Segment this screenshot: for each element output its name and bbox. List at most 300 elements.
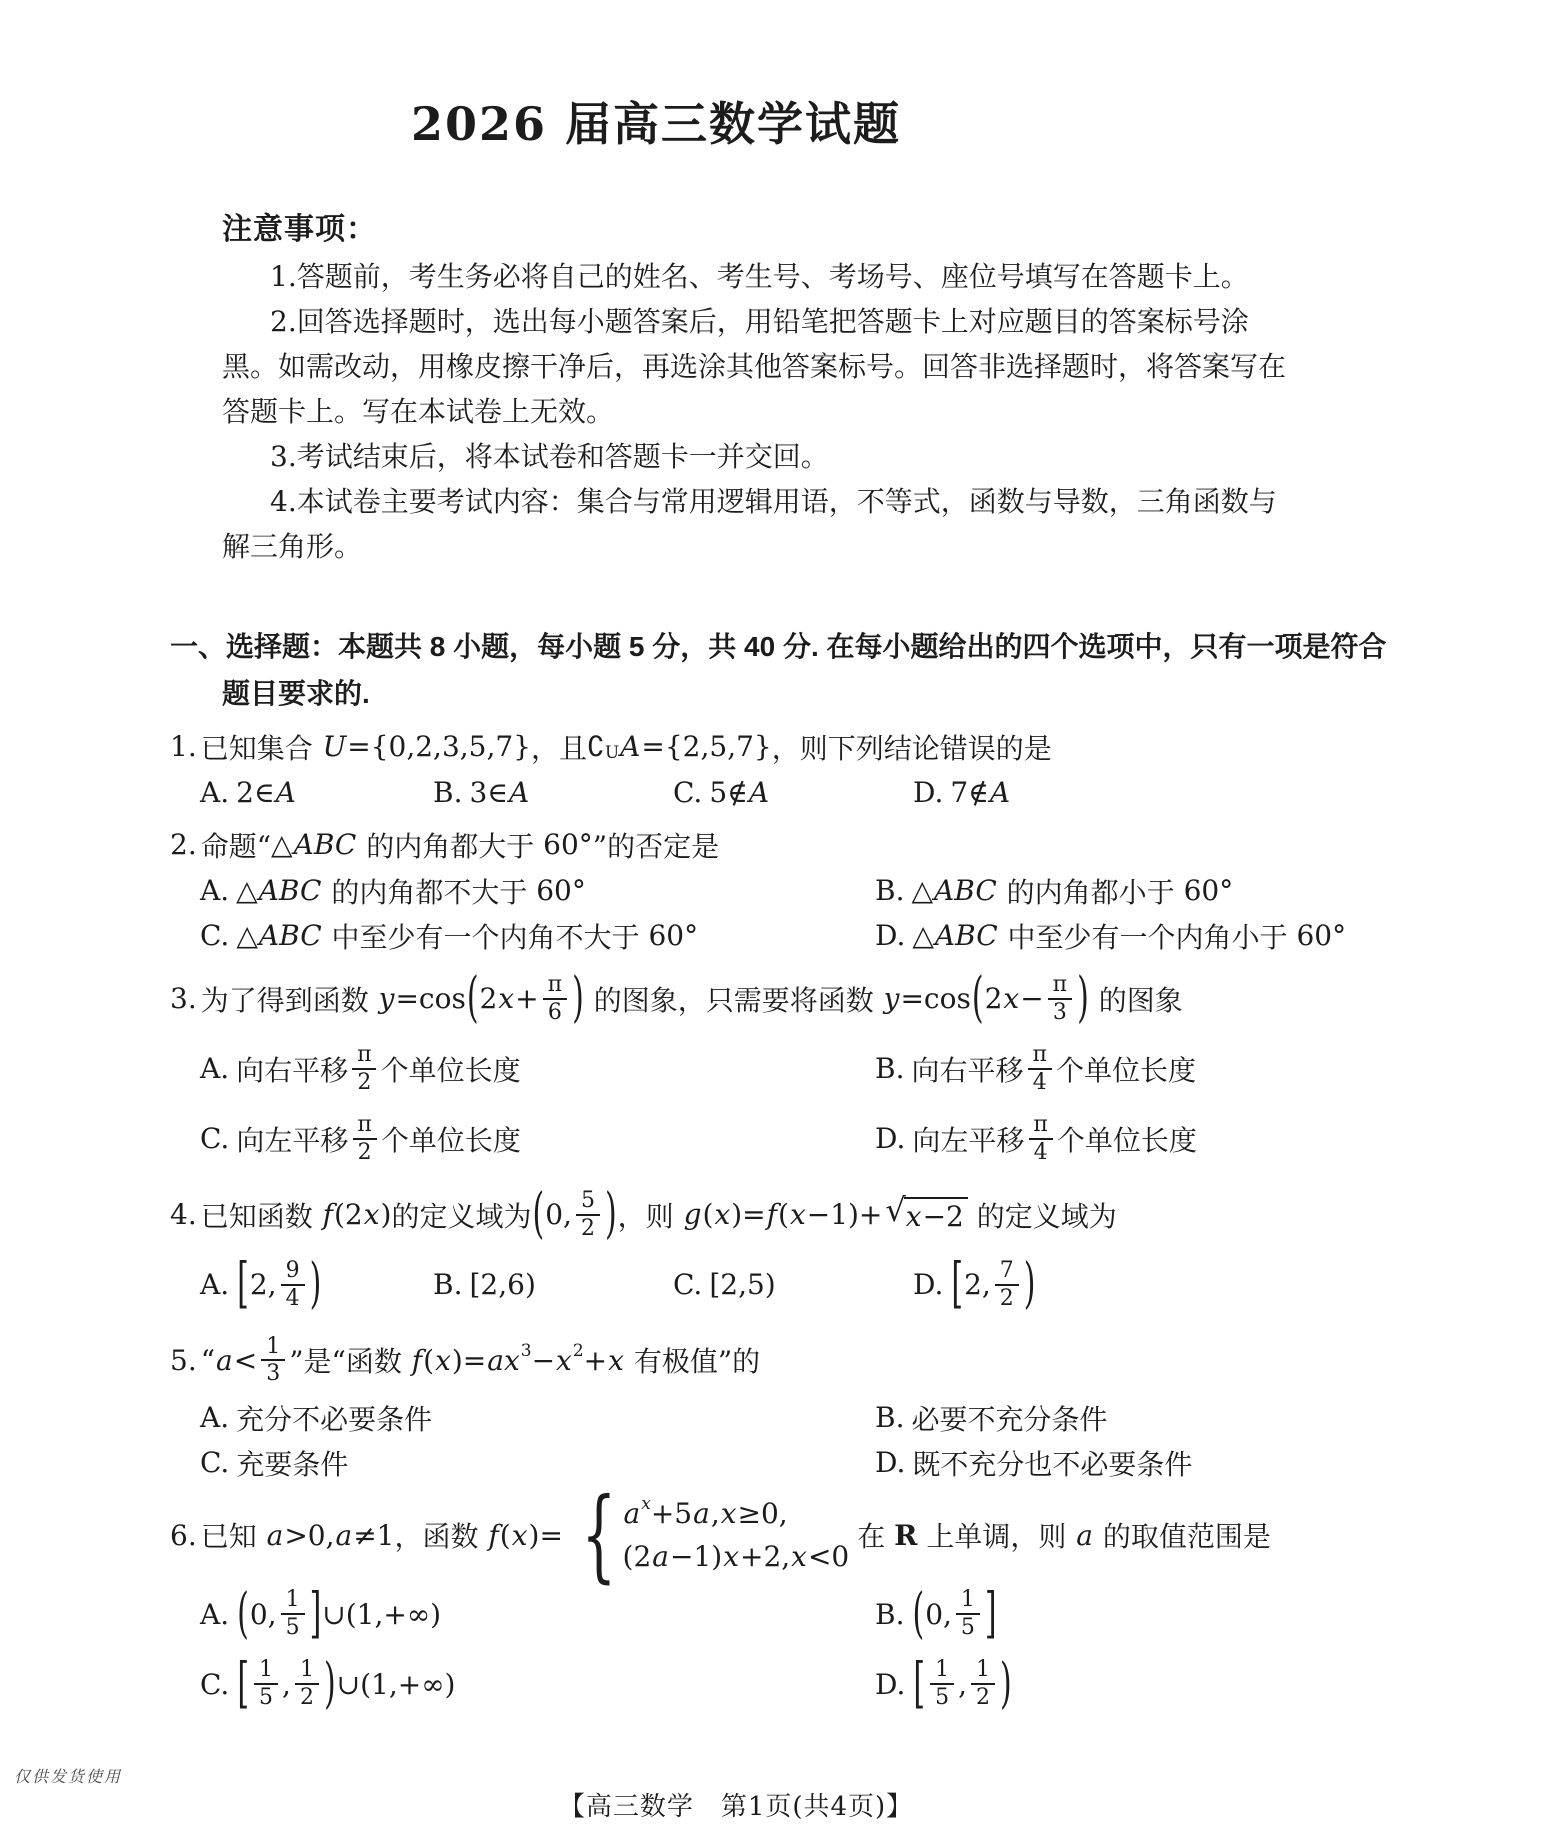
option-6-B — [875, 1579, 1502, 1649]
section-heading-line1: 一、选择题：本题共 8 小题，每小题 5 分，共 40 分. 在每小题给出的四个选项中，只有一项是符合 — [170, 631, 1387, 662]
math-roman: 0, — [545, 1198, 572, 1232]
fraction — [352, 1042, 376, 1096]
option-label: B. — [875, 1052, 905, 1086]
notice-line: 2.回答选择题时，选出每小题答案后，用铅笔把答题卡上对应题目的答案标号涂 — [270, 305, 1249, 338]
math-variable: U — [322, 730, 347, 763]
big-paren: ( — [912, 1582, 925, 1646]
option-6-A — [200, 1579, 875, 1649]
option-3-B — [875, 1034, 1502, 1104]
question-block-1 — [170, 723, 1502, 815]
math-roman: )= — [451, 1343, 487, 1377]
text: 的内角都大于 — [357, 829, 544, 863]
fraction-numerator: 7 — [999, 1257, 1014, 1283]
fraction-denominator: 4 — [1029, 1138, 1053, 1166]
cases-brace: { — [581, 1476, 617, 1594]
math-roman: ≠1 — [353, 1518, 395, 1552]
option-1-B — [433, 770, 673, 815]
text: 已知函数 — [200, 1199, 322, 1233]
question-stem — [170, 821, 1502, 868]
fraction — [1028, 1042, 1052, 1096]
option-label: D. — [913, 776, 944, 809]
text: 充分不必要条件 — [236, 1402, 433, 1436]
notice-line: 3.考试结束后，将本试卷和答题卡一并交回。 — [270, 440, 829, 473]
option-label: C. — [200, 1446, 230, 1480]
fraction-numerator: π — [1052, 972, 1068, 997]
fraction-numerator: 1 — [960, 1587, 975, 1613]
math-variable: a — [335, 1518, 353, 1552]
superscript: 3 — [520, 1340, 532, 1361]
option-3-D — [875, 1104, 1502, 1174]
option-row — [200, 1395, 1502, 1440]
fraction-numerator: π — [357, 1041, 372, 1067]
option-2-B — [875, 868, 1502, 913]
math-roman: 60° — [536, 874, 586, 907]
option-1-A — [200, 770, 433, 815]
fraction-numerator: 5 — [580, 1187, 595, 1213]
text: “ — [200, 1343, 216, 1377]
big-paren: [ — [913, 1652, 926, 1716]
fraction-numerator: 1 — [266, 1333, 281, 1359]
radical-sign: √ — [885, 1190, 906, 1229]
big-paren: [ — [237, 1253, 249, 1317]
math-roman: 60° — [1296, 919, 1347, 952]
text: 中至少有一个内角不大于 — [322, 920, 649, 954]
text: 已知 — [200, 1520, 266, 1554]
math-roman: =cos — [395, 982, 466, 1016]
math-variable: g — [683, 1198, 702, 1232]
fraction-numerator: 1 — [285, 1587, 300, 1613]
option-label: B. — [875, 874, 905, 907]
math-roman: △ — [236, 919, 258, 952]
fraction — [295, 1657, 319, 1711]
fraction — [281, 1258, 305, 1312]
math-roman: △ — [271, 828, 293, 861]
section-heading-line2: 题目要求的. — [222, 678, 370, 709]
math-variable: x — [1003, 982, 1020, 1016]
math-roman: ( — [702, 1198, 714, 1232]
math-roman: 7∉ — [950, 776, 989, 809]
math-roman: (2 — [622, 1540, 652, 1574]
case-row — [623, 1540, 850, 1573]
math-roman: [2,5) — [709, 1268, 776, 1302]
big-paren: ( — [532, 1183, 545, 1247]
math-roman: , — [282, 1667, 291, 1701]
math-roman: 3∈ — [469, 776, 509, 809]
fraction-denominator: 2 — [295, 1683, 319, 1711]
option-row — [200, 868, 1502, 913]
option-label: A. — [200, 1401, 230, 1435]
question-number: 1. — [170, 730, 197, 763]
option-label: A. — [200, 874, 230, 907]
option-4-B — [433, 1250, 673, 1320]
question-stem — [170, 723, 1502, 770]
radical-body — [904, 1197, 968, 1233]
math-variable: ABC — [258, 919, 322, 952]
big-paren: [ — [951, 1253, 964, 1317]
fraction-numerator: 1 — [935, 1657, 950, 1683]
text: 个单位长度 — [380, 1053, 521, 1087]
text: ，函数 — [394, 1520, 488, 1554]
fraction-denominator: 4 — [1028, 1068, 1052, 1096]
fraction-denominator: 5 — [930, 1683, 954, 1711]
math-roman: △ — [912, 919, 934, 952]
fraction — [1028, 1112, 1052, 1166]
math-roman: +2, — [739, 1540, 791, 1574]
math-variable: x — [905, 1199, 922, 1233]
math-roman: ( — [423, 1343, 435, 1377]
fraction — [254, 1657, 278, 1711]
math-roman: ≥0, — [737, 1497, 788, 1531]
option-5-B — [875, 1395, 1502, 1440]
math-variable: f — [488, 1518, 499, 1552]
fraction — [543, 972, 567, 1026]
option-label: C. — [673, 1268, 703, 1302]
math-roman: 2, — [249, 1268, 277, 1302]
math-roman: 2, — [964, 1268, 991, 1302]
option-4-C — [673, 1250, 913, 1320]
math-variable: x — [720, 1497, 737, 1531]
text: 的内角都不大于 — [322, 875, 537, 909]
fraction — [971, 1657, 995, 1711]
text: 的图象，只需要将函数 — [584, 983, 883, 1017]
fraction-denominator: 5 — [281, 1613, 305, 1641]
math-roman: < — [233, 1343, 258, 1377]
math-roman: <0 — [807, 1540, 850, 1574]
text: 的定义域为 — [967, 1199, 1117, 1233]
option-3-A — [200, 1034, 875, 1104]
text: 向左平移 — [912, 1123, 1025, 1157]
math-roman: 0, — [249, 1597, 277, 1631]
text: 为了得到函数 — [200, 983, 378, 1017]
question-number: 6. — [170, 1518, 197, 1552]
fraction-denominator: 2 — [353, 1138, 377, 1166]
option-1-D — [913, 770, 1502, 815]
math-roman: ={0,2,3,5,7} — [347, 730, 531, 763]
fraction-denominator: 5 — [254, 1683, 278, 1711]
option-label: D. — [875, 1667, 906, 1701]
option-label: A. — [200, 1597, 230, 1631]
option-row — [200, 770, 1502, 815]
math-variable: A — [275, 776, 296, 809]
big-paren: ) — [309, 1253, 322, 1317]
option-row — [200, 1104, 1502, 1174]
math-variable: A — [748, 776, 770, 809]
fraction-numerator: π — [547, 972, 563, 997]
text: 个单位长度 — [380, 1123, 521, 1157]
option-label: D. — [875, 1446, 906, 1480]
math-roman: )= — [528, 1518, 563, 1552]
text: 的取值范围是 — [1093, 1520, 1271, 1554]
fraction — [261, 1334, 285, 1388]
math-roman: +5 — [650, 1497, 693, 1531]
option-label: C. — [200, 1122, 230, 1156]
question-list — [170, 723, 1502, 1719]
fraction-numerator: π — [357, 1111, 372, 1137]
notice-section — [222, 206, 1502, 569]
math-variable: A — [509, 776, 530, 809]
text: 有极值”的 — [624, 1345, 761, 1379]
option-row — [200, 1034, 1502, 1104]
section-heading — [170, 623, 1502, 717]
fraction — [930, 1657, 954, 1711]
text: ，且 — [531, 731, 588, 765]
option-label: A. — [200, 1052, 230, 1086]
fraction-denominator: 6 — [543, 998, 567, 1026]
big-paren: ( — [237, 1582, 249, 1646]
option-row — [200, 913, 1502, 958]
fraction-denominator: 2 — [352, 1068, 376, 1096]
radical — [885, 1190, 967, 1233]
question-block-4 — [170, 1180, 1502, 1320]
math-roman: , — [710, 1497, 720, 1531]
question-stem — [170, 1326, 1502, 1396]
math-variable: a — [216, 1343, 233, 1377]
math-variable: ABC — [258, 874, 322, 907]
math-roman: ∪(1,+∞) — [322, 1597, 442, 1631]
big-paren: ( — [971, 967, 984, 1031]
math-variable: x — [789, 1198, 806, 1232]
option-2-C — [200, 913, 875, 958]
fraction — [956, 1587, 980, 1641]
fraction-denominator: 4 — [281, 1284, 305, 1312]
fraction — [995, 1258, 1019, 1312]
option-4-D — [913, 1250, 1502, 1320]
option-6-C — [200, 1649, 875, 1719]
math-roman: >0, — [284, 1518, 335, 1552]
option-6-D — [875, 1649, 1502, 1719]
notice-line: 解三角形。 — [222, 530, 363, 563]
watermark-text: 仅供发货使用 — [14, 1767, 123, 1786]
text: 充要条件 — [236, 1447, 349, 1481]
fraction — [352, 1112, 376, 1166]
math-variable: f — [411, 1343, 423, 1377]
option-5-C — [200, 1440, 875, 1485]
math-variable: ax — [487, 1343, 520, 1377]
text: 必要不充分条件 — [911, 1402, 1108, 1436]
math-variable: x — [363, 1198, 380, 1232]
text: 个单位长度 — [1056, 1123, 1197, 1157]
case-row — [623, 1494, 850, 1531]
page-title: 2026 届高三数学试题 — [410, 97, 902, 151]
math-variable: x — [498, 982, 515, 1016]
math-variable: y — [378, 982, 395, 1016]
math-roman: 2 — [479, 982, 498, 1016]
fraction-denominator: 3 — [1048, 998, 1072, 1026]
math-variable: A — [620, 730, 641, 763]
fraction-numerator: π — [1032, 1041, 1047, 1067]
math-variable: f — [766, 1198, 777, 1232]
question-block-2 — [170, 821, 1502, 958]
option-label: D. — [913, 1268, 944, 1302]
math-variable: a — [1076, 1518, 1093, 1552]
option-label: B. — [433, 1268, 463, 1302]
option-row — [200, 1250, 1502, 1320]
fraction-denominator: 2 — [576, 1214, 600, 1242]
math-variable: x — [556, 1343, 572, 1377]
big-paren: ) — [323, 1652, 336, 1716]
big-paren: ) — [572, 967, 584, 1031]
text: 向右平移 — [236, 1053, 349, 1087]
math-roman: △ — [236, 874, 258, 907]
notice-line: 4.本试卷主要考试内容：集合与常用逻辑用语，不等式，函数与导数，三角函数与 — [270, 485, 1277, 518]
math-roman: − — [1020, 982, 1044, 1016]
big-paren: ) — [604, 1183, 617, 1247]
text: 既不充分也不必要条件 — [912, 1447, 1193, 1481]
text: ，则下列结论错误的是 — [771, 731, 1052, 765]
math-variable: y — [883, 982, 900, 1016]
option-label: D. — [875, 1122, 906, 1156]
option-2-A — [200, 868, 875, 913]
option-label: A. — [200, 1268, 230, 1302]
math-roman: 60° — [648, 919, 699, 952]
option-3-C — [200, 1104, 875, 1174]
text: ”是“函数 — [289, 1345, 411, 1379]
math-roman: (2 — [334, 1198, 363, 1232]
option-label: B. — [875, 1401, 905, 1435]
option-4-A — [200, 1250, 433, 1320]
page-footer: 【高三数学 第1页(共4页)】 — [558, 1792, 914, 1822]
option-label: C. — [673, 776, 703, 809]
math-variable: ABC — [293, 828, 357, 861]
question-number: 3. — [170, 982, 197, 1016]
math-roman: 60° — [543, 828, 593, 861]
math-roman: )= — [731, 1198, 766, 1232]
notice-heading: 注意事项： — [222, 213, 377, 246]
fraction — [281, 1587, 305, 1641]
text: 的定义域为 — [391, 1199, 532, 1233]
text: 在 — [857, 1520, 895, 1554]
math-roman: , — [958, 1667, 967, 1701]
math-roman: ( — [778, 1198, 789, 1232]
text: 的图象 — [1089, 983, 1183, 1017]
question-number: 2. — [170, 828, 197, 861]
math-variable: a — [693, 1497, 710, 1531]
math-variable: x — [723, 1540, 739, 1574]
question-stem — [170, 1180, 1502, 1250]
fraction-denominator: 2 — [995, 1284, 1019, 1312]
fraction-denominator: 5 — [956, 1613, 980, 1641]
option-label: B. — [433, 776, 463, 809]
math-roman: ∁ — [587, 730, 605, 763]
text: 个单位长度 — [1055, 1053, 1196, 1087]
option-5-A — [200, 1395, 875, 1440]
notice-line: 答题卡上。写在本试卷上无效。 — [222, 395, 615, 428]
option-row — [200, 1649, 1502, 1719]
text: ”的否定是 — [592, 829, 720, 863]
fraction-numerator: 1 — [299, 1657, 314, 1683]
math-variable: a — [652, 1540, 669, 1574]
math-roman: =cos — [900, 982, 971, 1016]
fraction-denominator: 3 — [261, 1359, 285, 1387]
notice-line: 黑。如需改动，用橡皮擦干净后，再选涂其他答案标号。回答非选择题时，将答案写在 — [222, 350, 1287, 383]
math-roman: ) — [380, 1198, 392, 1232]
question-block-5 — [170, 1326, 1502, 1486]
big-paren: ] — [984, 1582, 997, 1646]
big-paren: ] — [309, 1582, 322, 1646]
big-paren: ) — [1023, 1253, 1036, 1317]
big-paren: [ — [237, 1652, 250, 1716]
option-5-D — [875, 1440, 1502, 1485]
math-variable: x — [791, 1540, 807, 1574]
fraction — [576, 1188, 600, 1242]
math-roman: 60° — [1183, 874, 1234, 907]
math-variable: a — [266, 1518, 284, 1552]
text: 的内角都小于 — [997, 875, 1184, 909]
question-stem — [170, 1476, 1502, 1594]
text: 中至少有一个内角小于 — [998, 920, 1297, 954]
question-stem — [170, 964, 1502, 1034]
superscript: 2 — [572, 1340, 584, 1361]
math-variable: x — [608, 1343, 624, 1377]
fraction-numerator: 9 — [285, 1257, 300, 1283]
math-variable: f — [322, 1198, 333, 1232]
math-roman: −1)+ — [806, 1198, 883, 1232]
big-paren: ) — [1077, 967, 1089, 1031]
math-roman: 0, — [925, 1597, 952, 1631]
big-paren: ) — [999, 1652, 1012, 1716]
text: ，则 — [617, 1199, 683, 1233]
text: 向左平移 — [236, 1123, 349, 1157]
notice-line: 1.答题前，考生务必将自己的姓名、考生号、考场号、座位号填写在答题卡上。 — [270, 260, 1249, 293]
big-paren: ( — [466, 967, 479, 1031]
math-variable: a — [623, 1497, 641, 1531]
math-variable: x — [714, 1198, 731, 1232]
notice-lines — [222, 254, 1502, 569]
subscript: U — [604, 743, 620, 763]
math-roman: 5∉ — [709, 776, 748, 809]
fraction-numerator: π — [1033, 1111, 1048, 1137]
option-row — [200, 1579, 1502, 1649]
text: 上单调，则 — [917, 1520, 1076, 1554]
text: 向右平移 — [911, 1053, 1024, 1087]
math-variable: x — [511, 1518, 528, 1552]
option-label: C. — [200, 919, 230, 952]
math-roman: −2 — [922, 1199, 964, 1233]
math-roman: 2∈ — [236, 776, 275, 809]
option-1-C — [673, 770, 913, 815]
math-roman: ∪(1,+∞) — [336, 1667, 456, 1701]
superscript: x — [641, 1494, 651, 1515]
option-label: A. — [200, 776, 230, 809]
fraction — [1048, 972, 1072, 1026]
option-row — [200, 1440, 1502, 1485]
question-number: 4. — [170, 1198, 197, 1232]
cases-column — [622, 1494, 850, 1574]
question-block-6 — [170, 1476, 1502, 1719]
math-variable: ABC — [934, 919, 998, 952]
math-roman: [2,6) — [469, 1268, 536, 1302]
math-roman: △ — [911, 874, 934, 907]
option-label: B. — [875, 1597, 905, 1631]
fraction-numerator: 1 — [975, 1657, 990, 1683]
math-roman: −1) — [669, 1540, 723, 1574]
option-label: D. — [875, 919, 906, 952]
math-variable: A — [989, 776, 1011, 809]
math-roman: + — [583, 1343, 608, 1377]
text: 命题“ — [200, 829, 272, 863]
math-roman: ( — [499, 1518, 511, 1552]
math-variable: ABC — [934, 874, 997, 907]
question-block-3 — [170, 964, 1502, 1174]
option-label: C. — [200, 1667, 230, 1701]
math-roman: + — [515, 982, 539, 1016]
math-roman: 2 — [984, 982, 1003, 1016]
option-2-D — [875, 913, 1502, 958]
cases-group — [567, 1476, 850, 1594]
math-roman: ={2,5,7} — [641, 730, 772, 763]
text: 已知集合 — [200, 731, 322, 765]
page-content — [0, 206, 1542, 1719]
